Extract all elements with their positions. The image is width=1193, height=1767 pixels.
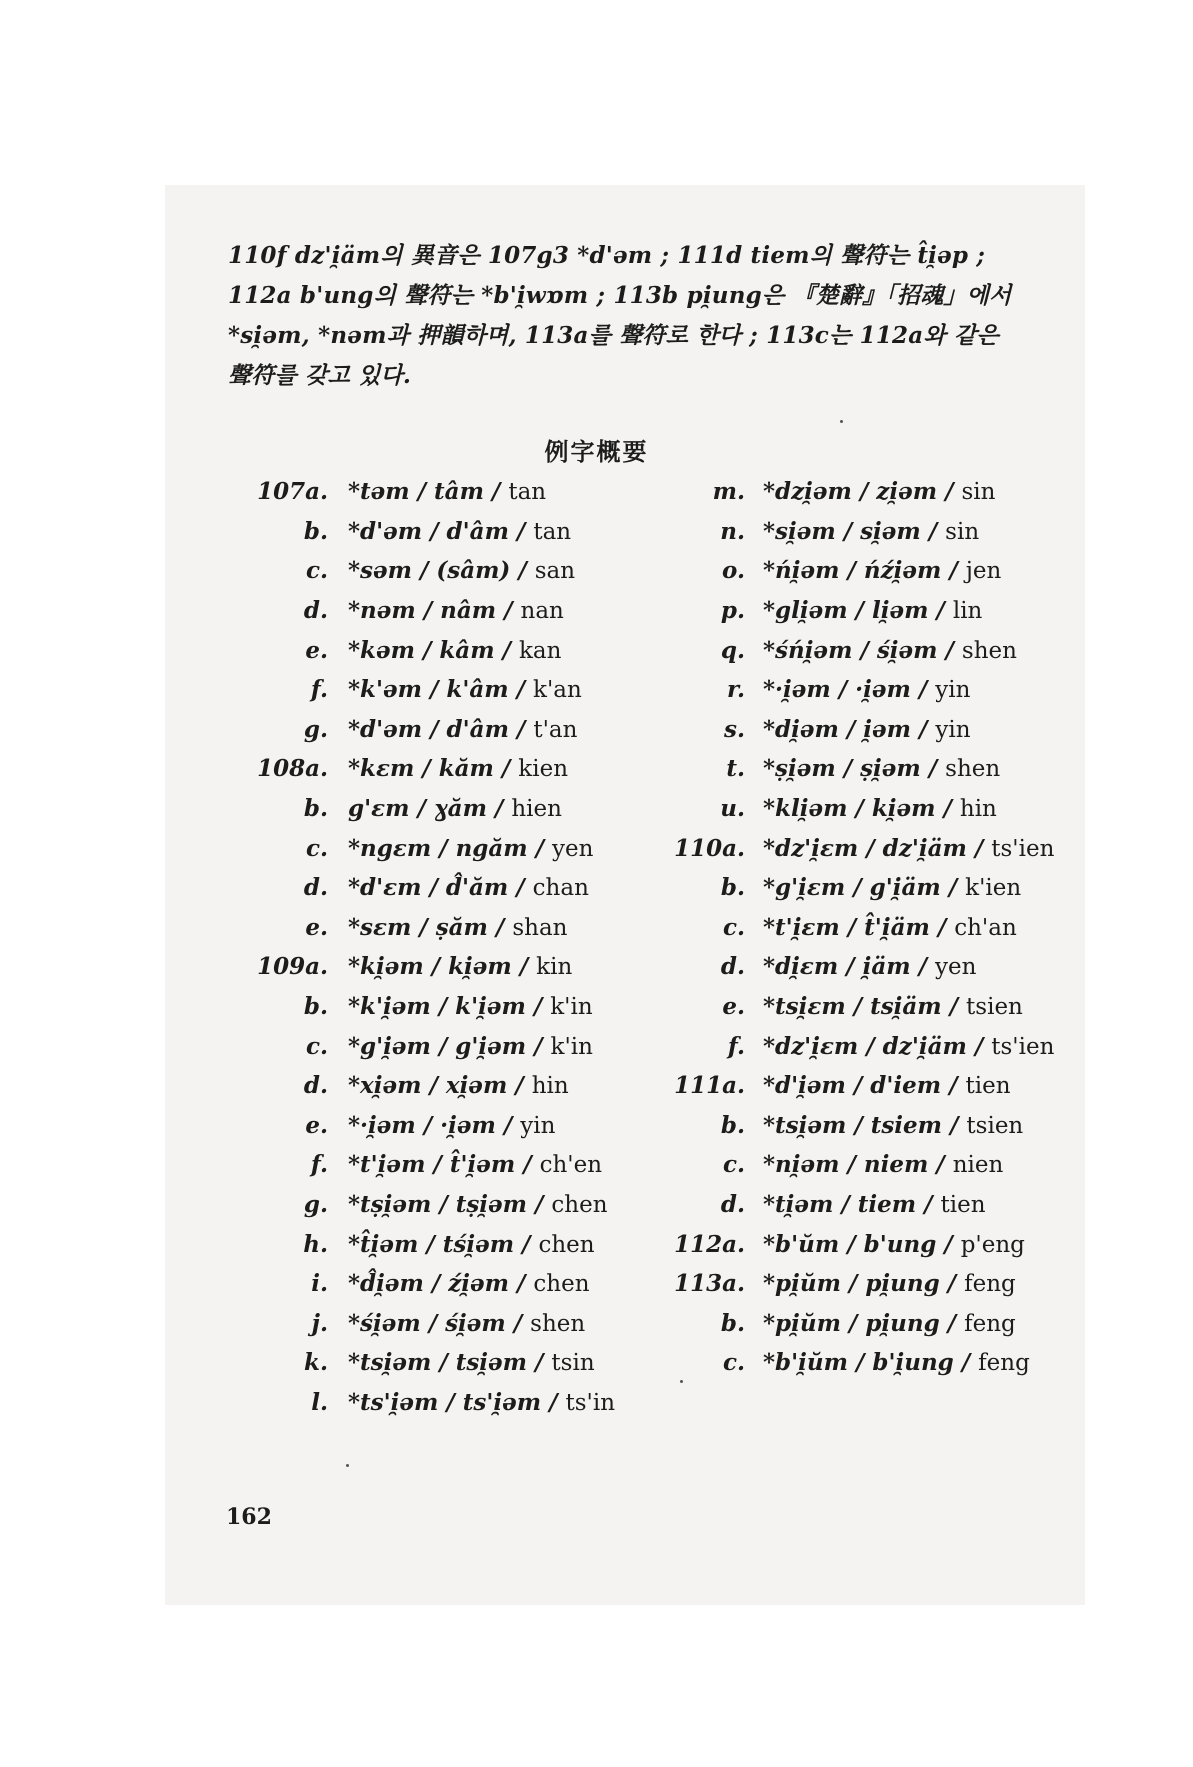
entry-modern-reading: tsien: [966, 1112, 1024, 1139]
entry-label: e.: [305, 913, 328, 941]
entry-reading: [348, 993, 593, 1020]
entry-reading: [763, 676, 970, 703]
entry-row: [248, 630, 615, 670]
entry-modern-reading: chen: [533, 1271, 590, 1298]
entry-row: [663, 710, 1054, 750]
entry-row: [663, 1066, 1054, 1106]
entry-modern-reading: tien: [940, 1191, 986, 1218]
entry-row: [248, 868, 615, 908]
scan-speck: [346, 1464, 349, 1467]
entry-row: [248, 1026, 615, 1066]
entry-row: [663, 789, 1054, 829]
entry-label: m.: [712, 478, 745, 506]
entry-modern-reading: kan: [518, 637, 562, 664]
entry-modern-reading: hien: [511, 796, 562, 823]
entry-reading: [763, 557, 1001, 584]
entry-reading: [763, 1349, 1030, 1376]
entry-label: e.: [305, 636, 328, 664]
entry-reading: [763, 953, 976, 980]
entry-label: j.: [311, 1309, 328, 1337]
entry-reading: [763, 1033, 1054, 1060]
entry-modern-reading: ts'in: [565, 1389, 616, 1416]
page-number: 162: [226, 1504, 272, 1530]
entry-label: d.: [303, 1072, 328, 1100]
entry-reading: [763, 478, 995, 505]
entry-reading: [348, 518, 571, 545]
entry-reconstruction: *ni̯əm / niem /: [763, 1151, 953, 1179]
entry-reconstruction: *b'ŭm / b'ung /: [763, 1230, 961, 1258]
entry-reading: [348, 557, 575, 584]
entry-modern-reading: yen: [934, 954, 977, 981]
entry-row: [663, 472, 1054, 512]
entry-row: [663, 868, 1054, 908]
entry-reading: [763, 993, 1023, 1020]
entry-reading: [348, 1112, 555, 1139]
entry-reading: [348, 1033, 593, 1060]
entry-reading: [763, 1231, 1025, 1258]
entry-reconstruction: *d̂i̯əm / źi̯əm /: [348, 1270, 534, 1298]
entry-row: [248, 472, 615, 512]
entry-reading: [763, 637, 1017, 664]
entry-reconstruction: *səm / (sâm) /: [348, 557, 535, 585]
entry-row: [663, 670, 1054, 710]
entry-reconstruction: *t'i̯ɛm / t̂'i̯äm /: [763, 913, 955, 941]
entry-reconstruction: *kli̯əm / ki̯əm /: [763, 795, 960, 823]
entry-reconstruction: *tsi̯əm / tsi̯əm /: [348, 1349, 552, 1377]
entry-modern-reading: tan: [508, 479, 547, 506]
entry-reconstruction: *pi̯ŭm / pi̯ung /: [763, 1270, 965, 1298]
entry-label: 108a.: [257, 755, 328, 783]
entry-row: [663, 1343, 1054, 1383]
entry-row: [248, 987, 615, 1027]
entry-reconstruction: *ki̯əm / ki̯əm /: [348, 953, 537, 981]
entry-label: b.: [303, 517, 328, 545]
entry-label: e.: [722, 993, 745, 1021]
entry-row: [248, 828, 615, 868]
entry-row: [248, 1264, 615, 1304]
entry-label: c.: [722, 1349, 745, 1377]
entry-label: g.: [303, 1190, 328, 1218]
entry-row: [248, 710, 615, 750]
entry-reconstruction: *si̯əm / si̯əm /: [763, 517, 946, 545]
entry-reading: [348, 716, 577, 743]
entry-label: c.: [722, 913, 745, 941]
entry-label: b.: [720, 1309, 745, 1337]
entry-row: [663, 630, 1054, 670]
entry-reading: [348, 795, 562, 822]
entry-reconstruction: *xi̯əm / xi̯əm /: [348, 1072, 532, 1100]
entry-reading: [348, 637, 561, 664]
entry-reading: [763, 716, 971, 743]
entry-label: h.: [303, 1230, 328, 1258]
entry-reconstruction: *gli̯əm / li̯əm /: [763, 597, 953, 625]
entry-reading: [348, 835, 593, 862]
entry-label: r.: [726, 676, 745, 704]
intro-line: 聲符를 갖고 있다.: [228, 362, 412, 389]
entry-row: [663, 1224, 1054, 1264]
entry-row: [663, 987, 1054, 1027]
entry-label: 109a.: [257, 953, 328, 981]
entry-reading: [763, 874, 1021, 901]
entry-reading: [763, 755, 1000, 782]
entry-row: [248, 512, 615, 552]
intro-line: 112a b'ung의 聲符는 *b'i̯wɒm ; 113b pi̯ung은 『楚辭』「招魂」에서: [228, 282, 1012, 309]
entry-modern-reading: yin: [520, 1112, 556, 1139]
scan-speck: [840, 420, 843, 423]
entry-reconstruction: *t̂i̯əm / tśi̯əm /: [348, 1230, 539, 1258]
entry-modern-reading: kin: [536, 954, 573, 981]
entry-modern-reading: yin: [935, 716, 971, 743]
entry-label: u.: [720, 795, 745, 823]
entry-row: [663, 512, 1054, 552]
entry-modern-reading: nan: [520, 598, 564, 625]
entry-reconstruction: *d'i̯əm / d'iem /: [763, 1072, 966, 1100]
entry-reading: [348, 1270, 590, 1297]
entry-reconstruction: *·i̯əm / ·i̯əm /: [348, 1111, 521, 1139]
entry-label: 112a.: [674, 1230, 745, 1258]
entry-reconstruction: *śi̯əm / śi̯əm /: [348, 1309, 531, 1337]
entry-row: [663, 947, 1054, 987]
entry-row: [248, 908, 615, 948]
entry-modern-reading: shen: [961, 637, 1017, 664]
entry-row: [663, 828, 1054, 868]
section-heading: 例字概要: [544, 437, 649, 466]
entry-modern-reading: ch'an: [954, 914, 1017, 941]
entry-reading: [763, 835, 1054, 862]
intro-line: *si̯əm, *nəm과 押韻하며, 113a를 聲符로 한다 ; 113c는 112a와 같은: [228, 322, 999, 349]
entry-label: g.: [303, 715, 328, 743]
entry-modern-reading: shan: [512, 914, 568, 941]
entry-reconstruction: *tsi̯əm / tsiem /: [763, 1111, 967, 1139]
entry-modern-reading: shen: [530, 1310, 586, 1337]
entry-modern-reading: nien: [952, 1152, 1004, 1179]
entry-reading: [763, 914, 1017, 941]
entry-label: b.: [720, 1111, 745, 1139]
entry-label: 107a.: [257, 478, 328, 506]
entry-row: [248, 1066, 615, 1106]
entry-label: b.: [303, 795, 328, 823]
entry-reconstruction: *śńi̯əm / śi̯əm /: [763, 636, 962, 664]
entry-modern-reading: kien: [518, 756, 569, 783]
entry-reading: [763, 795, 997, 822]
entry-reconstruction: *ṣi̯əm / ṣi̯əm /: [763, 755, 946, 783]
entry-reconstruction: *təm / tâm /: [348, 478, 509, 506]
entry-label: f.: [310, 1151, 328, 1179]
entry-row: [663, 1106, 1054, 1146]
intro-line: 110f dz'i̯äm의 異音은 107g3 *d'əm ; 111d tiem의 聲符는 t̂i̯əp ;: [228, 242, 986, 269]
entry-reconstruction: *ts'i̯əm / ts'i̯əm /: [348, 1388, 566, 1416]
entry-reading: [348, 1151, 602, 1178]
entry-label: d.: [720, 953, 745, 981]
entry-modern-reading: jen: [965, 558, 1002, 585]
entry-modern-reading: shen: [945, 756, 1001, 783]
entry-reconstruction: *d'əm / d'âm /: [348, 517, 534, 545]
entry-reconstruction: *k'əm / k'âm /: [348, 676, 534, 704]
entry-modern-reading: feng: [978, 1350, 1030, 1377]
entry-row: [248, 551, 615, 591]
entry-modern-reading: k'in: [550, 994, 593, 1021]
entry-reading: [348, 1389, 615, 1416]
entry-row: [248, 591, 615, 631]
entry-modern-reading: tsin: [551, 1350, 595, 1377]
entry-reading: [763, 1310, 1016, 1337]
entry-reconstruction: *tsi̯ɛm / tsi̯äm /: [763, 993, 967, 1021]
entry-reading: [348, 676, 582, 703]
entry-modern-reading: chen: [538, 1231, 595, 1258]
entry-row: [248, 789, 615, 829]
entry-reading: [348, 953, 572, 980]
entry-reconstruction: *ngɛm / ngăm /: [348, 834, 553, 862]
entry-reading: [348, 1072, 569, 1099]
entry-reading: [348, 914, 567, 941]
entry-label: k.: [304, 1349, 328, 1377]
entry-label: f.: [727, 1032, 745, 1060]
scan-speck: [680, 1380, 683, 1383]
entry-row: [248, 1185, 615, 1225]
entry-label: i.: [311, 1270, 328, 1298]
entry-modern-reading: ts'ien: [991, 1033, 1055, 1060]
entry-row: [248, 1343, 615, 1383]
entry-reading: [763, 597, 982, 624]
entry-reading: [348, 755, 568, 782]
entry-label: b.: [720, 874, 745, 902]
entry-row: [248, 670, 615, 710]
entry-reading: [763, 1072, 1011, 1099]
entry-row: [248, 947, 615, 987]
entry-reading: [348, 597, 564, 624]
intro-paragraph: [228, 236, 1063, 396]
entry-reconstruction: *kɛm / kăm /: [348, 755, 519, 783]
right-column: [663, 472, 1054, 1383]
entry-reconstruction: *t'i̯əm / t̂'i̯əm /: [348, 1151, 540, 1179]
entry-label: l.: [311, 1388, 328, 1416]
entry-modern-reading: tsien: [966, 994, 1023, 1021]
entry-reconstruction: *ti̯əm / tiem /: [763, 1190, 941, 1218]
entry-modern-reading: k'an: [533, 677, 582, 704]
entry-reconstruction: *dzi̯əm / zi̯əm /: [763, 478, 962, 506]
entry-row: [663, 1145, 1054, 1185]
entry-modern-reading: feng: [964, 1310, 1016, 1337]
entry-reconstruction: *k'i̯əm / k'i̯əm /: [348, 993, 551, 1021]
entry-reconstruction: *di̯əm / i̯əm /: [763, 715, 936, 743]
entry-reconstruction: *ńi̯əm / ńźi̯əm /: [763, 557, 966, 585]
entry-modern-reading: hin: [959, 796, 997, 823]
entry-label: q.: [720, 636, 745, 664]
entry-row: [663, 1026, 1054, 1066]
entry-reconstruction: g'ɛm / ɣăm /: [348, 795, 512, 823]
entry-row: [663, 908, 1054, 948]
entry-row: [663, 1185, 1054, 1225]
entry-reconstruction: *·i̯əm / ·i̯əm /: [763, 676, 936, 704]
entry-reconstruction: *dz'i̯ɛm / dz'i̯äm /: [763, 1032, 992, 1060]
entry-label: d.: [720, 1190, 745, 1218]
entry-reconstruction: *g'i̯əm / g'i̯əm /: [348, 1032, 551, 1060]
entry-row: [248, 1106, 615, 1146]
entry-reconstruction: *nəm / nâm /: [348, 597, 521, 625]
entry-reconstruction: *di̯ɛm / i̯äm /: [763, 953, 935, 981]
entry-row: [663, 591, 1054, 631]
entry-label: c.: [305, 557, 328, 585]
entry-reading: [348, 874, 589, 901]
entry-label: s.: [724, 715, 745, 743]
entry-reading: [763, 1112, 1023, 1139]
entry-modern-reading: feng: [964, 1271, 1016, 1298]
entry-modern-reading: p'eng: [960, 1231, 1025, 1258]
entry-modern-reading: sin: [945, 518, 980, 545]
entry-reconstruction: *d'ɛm / d̂'ăm /: [348, 874, 533, 902]
entry-label: 110a.: [674, 834, 745, 862]
entry-reading: [763, 1191, 986, 1218]
entry-row: [663, 1303, 1054, 1343]
entry-row: [248, 1145, 615, 1185]
entry-label: c.: [305, 1032, 328, 1060]
entry-modern-reading: lin: [952, 598, 983, 625]
entry-label: c.: [722, 1151, 745, 1179]
entry-modern-reading: t'an: [533, 716, 578, 743]
entry-label: p.: [720, 597, 745, 625]
entry-reading: [348, 1310, 585, 1337]
entry-modern-reading: san: [534, 558, 576, 585]
entry-label: d.: [303, 597, 328, 625]
entry-reconstruction: *g'i̯ɛm / g'i̯äm /: [763, 874, 966, 902]
entry-row: [663, 551, 1054, 591]
entry-label: b.: [303, 993, 328, 1021]
entry-modern-reading: k'in: [550, 1033, 593, 1060]
entry-modern-reading: yin: [935, 677, 971, 704]
entry-reconstruction: *b'i̯ŭm / b'i̯ung /: [763, 1349, 979, 1377]
entry-row: [248, 1303, 615, 1343]
entry-label: t.: [726, 755, 745, 783]
entry-modern-reading: ch'en: [539, 1152, 603, 1179]
entry-label: o.: [722, 557, 745, 585]
entry-reconstruction: *tṣi̯əm / tṣi̯əm /: [348, 1190, 552, 1218]
left-column: [248, 472, 615, 1422]
entry-row: [248, 1224, 615, 1264]
entry-label: d.: [303, 874, 328, 902]
entry-modern-reading: tan: [533, 518, 572, 545]
entry-reading: [763, 518, 979, 545]
entry-modern-reading: chan: [532, 875, 589, 902]
entry-modern-reading: chen: [551, 1191, 608, 1218]
entry-label: f.: [310, 676, 328, 704]
entry-reading: [348, 1349, 595, 1376]
entry-row: [663, 749, 1054, 789]
entry-modern-reading: tien: [965, 1073, 1011, 1100]
entry-modern-reading: k'ien: [965, 875, 1022, 902]
entry-modern-reading: ts'ien: [991, 835, 1055, 862]
entry-modern-reading: sin: [961, 479, 996, 506]
entry-reconstruction: *pi̯ŭm / pi̯ung /: [763, 1309, 965, 1337]
entry-row: [248, 749, 615, 789]
entry-label: c.: [305, 834, 328, 862]
entry-modern-reading: hin: [531, 1073, 569, 1100]
entry-row: [663, 1264, 1054, 1304]
entry-reconstruction: *sɛm / ṣăm /: [348, 913, 513, 941]
entry-reading: [763, 1270, 1016, 1297]
entry-reconstruction: *d'əm / d'âm /: [348, 715, 534, 743]
entry-label: n.: [720, 517, 745, 545]
entry-reconstruction: *kəm / kâm /: [348, 636, 519, 664]
entry-reading: [763, 1151, 1003, 1178]
entry-modern-reading: yen: [552, 835, 594, 862]
entry-reconstruction: *dz'i̯ɛm / dz'i̯äm /: [763, 834, 992, 862]
entry-reading: [348, 1231, 595, 1258]
entry-reading: [348, 478, 546, 505]
entry-reading: [348, 1191, 608, 1218]
entry-row: [248, 1383, 615, 1423]
entry-label: 113a.: [674, 1270, 745, 1298]
entry-label: 111a.: [674, 1072, 745, 1100]
entry-label: e.: [305, 1111, 328, 1139]
